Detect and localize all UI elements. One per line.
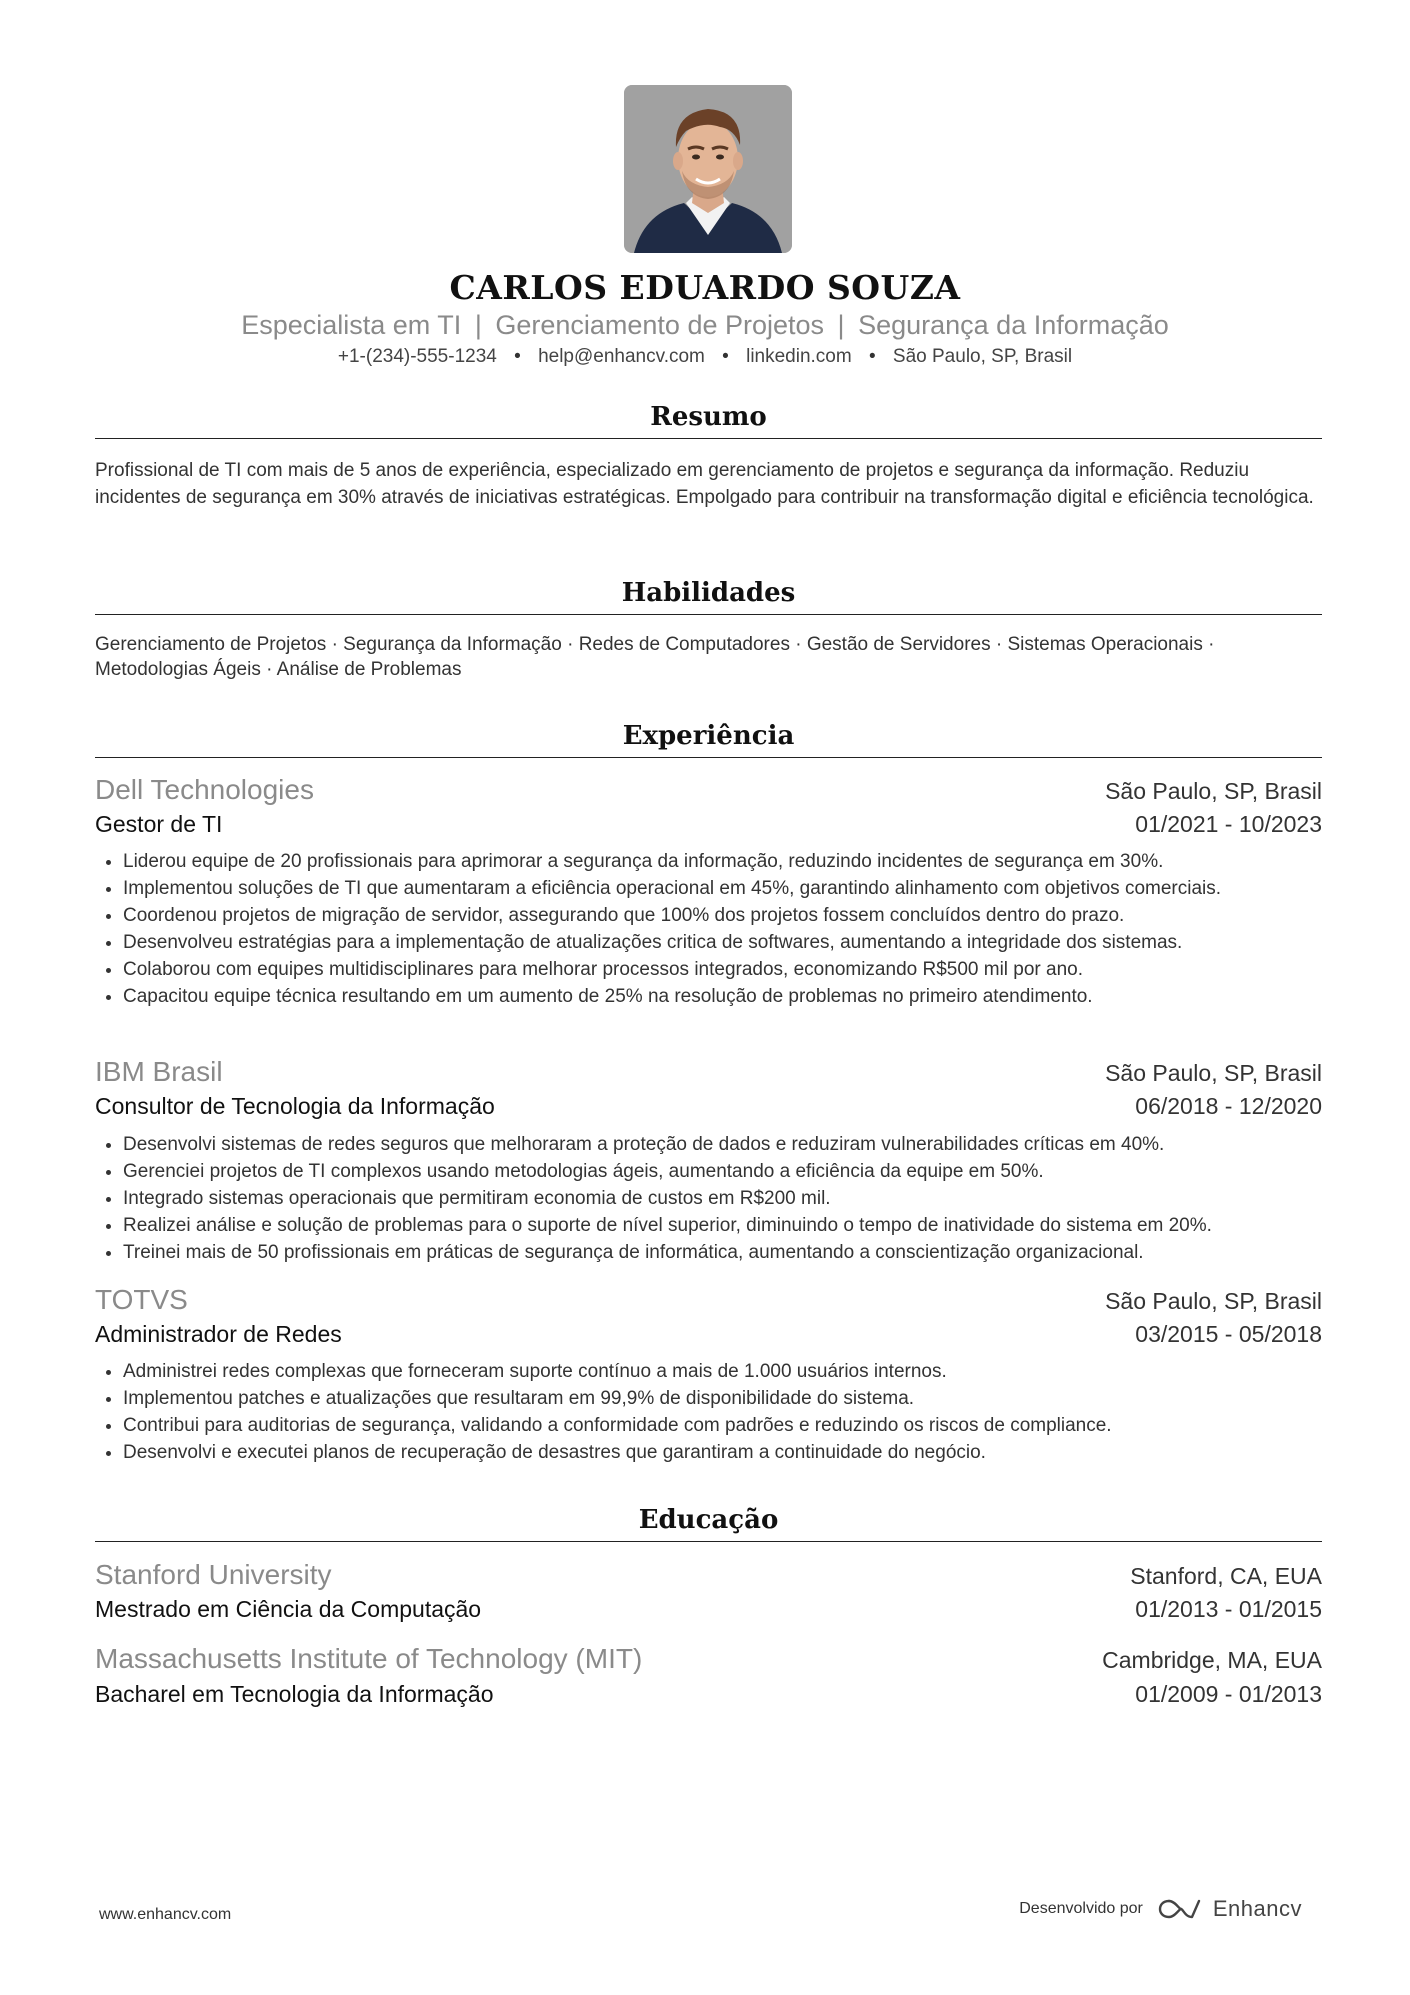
headline-separator: | xyxy=(837,310,845,340)
list-item: • Coordenou projetos de migração de servidor, assegurando que 100% dos projetos fossem concluídos dentro do prazo. xyxy=(123,902,1353,929)
experience-heading: Experiência xyxy=(95,721,1322,758)
summary-heading: Resumo xyxy=(95,402,1322,439)
job-header xyxy=(95,1056,1322,1088)
contact-separator: • xyxy=(868,346,876,367)
skills-text: Gerenciamento de Projetos · Segurança da Informação · Redes de Computadores · Gestão de Servidores · Sistemas Operacionais · Metodologias Ágeis · Análise de Problemas xyxy=(95,634,1215,680)
school-name: Stanford University xyxy=(95,1559,332,1590)
list-item: • Desenvolvi sistemas de redes seguros que melhoraram a proteção de dados e reduziram vulnerabilidades críticas em 40%. xyxy=(123,1131,1353,1158)
school-location: Stanford, CA, EUA xyxy=(1130,1563,1322,1589)
education-subheader xyxy=(95,1681,1322,1708)
school-name: Massachusetts Institute of Technology (MIT) xyxy=(95,1643,643,1674)
list-item: • Administrei redes complexas que forneceram suporte contínuo a mais de 1.000 usuários internos. xyxy=(123,1358,1353,1385)
footer-website-link[interactable]: www.enhancv.com xyxy=(99,1906,232,1923)
job-location: São Paulo, SP, Brasil xyxy=(1105,778,1322,804)
list-item: • Desenvolveu estratégias para a implementação de atualizações critica de softwares, aumentando a integridade dos sistemas. xyxy=(123,929,1353,956)
school-location: Cambridge, MA, EUA xyxy=(1102,1647,1322,1673)
education-header xyxy=(95,1643,1322,1675)
education-dates: 01/2013 - 01/2015 xyxy=(1135,1596,1322,1622)
company-name: TOTVS xyxy=(95,1284,188,1315)
contact-line xyxy=(0,346,1410,368)
job-subheader xyxy=(95,1093,1322,1120)
headline-separator: | xyxy=(474,310,482,340)
list-item: • Realizei análise e solução de problemas para o suporte de nível superior, diminuindo o tempo de inatividade do sistema em 20%. xyxy=(123,1212,1353,1239)
list-item: • Gerenciei projetos de TI complexos usando metodologias ágeis, aumentando a eficiência da equipe em 50%. xyxy=(123,1158,1353,1185)
education-subheader xyxy=(95,1596,1322,1623)
headline-title-2: Gerenciamento de Projetos xyxy=(495,310,825,340)
contact-separator: • xyxy=(514,346,521,367)
list-item: • Integrado sistemas operacionais que permitiram economia de custos em R$200 mil. xyxy=(123,1185,1353,1212)
job-role: Gestor de TI xyxy=(95,811,223,837)
company-name: IBM Brasil xyxy=(95,1056,223,1087)
phone[interactable]: +1-(234)-555-1234 xyxy=(337,346,497,367)
job-dates: 06/2018 - 12/2020 xyxy=(1135,1093,1322,1119)
contact-separator: • xyxy=(722,346,729,367)
education-header xyxy=(95,1559,1322,1591)
headline-title-3: Segurança da Informação xyxy=(858,310,1169,340)
enhancv-logo-icon xyxy=(1157,1897,1203,1921)
summary-text: Profissional de TI com mais de 5 anos de experiência, especializado em gerenciamento de projetos e segurança da informação. Reduziu incidentes de segurança em 30% através de iniciativas estratégicas. Empolgado para contribuir na transformação digital e eficiência tecnológica. xyxy=(95,460,1314,508)
job-location: São Paulo, SP, Brasil xyxy=(1105,1288,1322,1314)
headline-title-1: Especialista em TI xyxy=(241,310,462,340)
headline xyxy=(0,310,1410,341)
list-item: • Colaborou com equipes multidisciplinares para melhorar processos integrados, economizando R$500 mil por ano. xyxy=(123,956,1353,983)
job-header xyxy=(95,1284,1322,1316)
linkedin-link[interactable]: linkedin.com xyxy=(746,346,852,367)
profile-photo xyxy=(624,85,792,253)
list-item: • Implementou soluções de TI que aumentaram a eficiência operacional em 45%, garantindo alinhamento com objetivos comerciais. xyxy=(123,875,1353,902)
email-link[interactable]: help@enhancv.com xyxy=(538,346,705,367)
candidate-name: CARLOS EDUARDO SOUZA xyxy=(449,268,961,307)
powered-by-label: Desenvolvido por xyxy=(1019,1900,1143,1917)
degree: Bacharel em Tecnologia da Informação xyxy=(95,1681,494,1707)
enhancv-logo[interactable] xyxy=(1157,1896,1302,1922)
list-item: • Treinei mais de 50 profissionais em práticas de segurança de informática, aumentando a conscientização organizacional. xyxy=(123,1239,1353,1266)
degree: Mestrado em Ciência da Computação xyxy=(95,1596,482,1622)
education-dates: 01/2009 - 01/2013 xyxy=(1135,1681,1322,1707)
job-bullets xyxy=(95,1358,1353,1466)
list-item: • Contribui para auditorias de segurança, validando a conformidade com padrões e reduzindo os riscos de compliance. xyxy=(123,1412,1353,1439)
job-location: São Paulo, SP, Brasil xyxy=(1105,1060,1322,1086)
list-item: • Capacitou equipe técnica resultando em um aumento de 25% na resolução de problemas no primeiro atendimento. xyxy=(123,983,1353,1010)
job-bullets xyxy=(95,848,1353,1010)
location: São Paulo, SP, Brasil xyxy=(892,346,1073,367)
list-item: • Desenvolvi e executei planos de recuperação de desastres que garantiram a continuidade do negócio. xyxy=(123,1439,1353,1466)
job-dates: 03/2015 - 05/2018 xyxy=(1135,1321,1322,1347)
education-heading: Educação xyxy=(95,1505,1322,1542)
skills-heading: Habilidades xyxy=(95,578,1322,615)
footer-branding xyxy=(1019,1896,1302,1922)
job-dates: 01/2021 - 10/2023 xyxy=(1135,811,1322,837)
list-item: • Liderou equipe de 20 profissionais para aprimorar a segurança da informação, reduzindo incidentes de segurança em 30%. xyxy=(123,848,1353,875)
list-item: • Implementou patches e atualizações que resultaram em 99,9% de disponibilidade do sistema. xyxy=(123,1385,1353,1412)
job-subheader xyxy=(95,811,1322,838)
job-subheader xyxy=(95,1321,1322,1348)
job-role: Consultor de Tecnologia da Informação xyxy=(95,1093,495,1119)
company-name: Dell Technologies xyxy=(95,774,314,805)
job-bullets xyxy=(95,1131,1353,1266)
job-role: Administrador de Redes xyxy=(95,1321,342,1347)
brand-name: Enhancv xyxy=(1212,1896,1302,1921)
job-header xyxy=(95,774,1322,806)
